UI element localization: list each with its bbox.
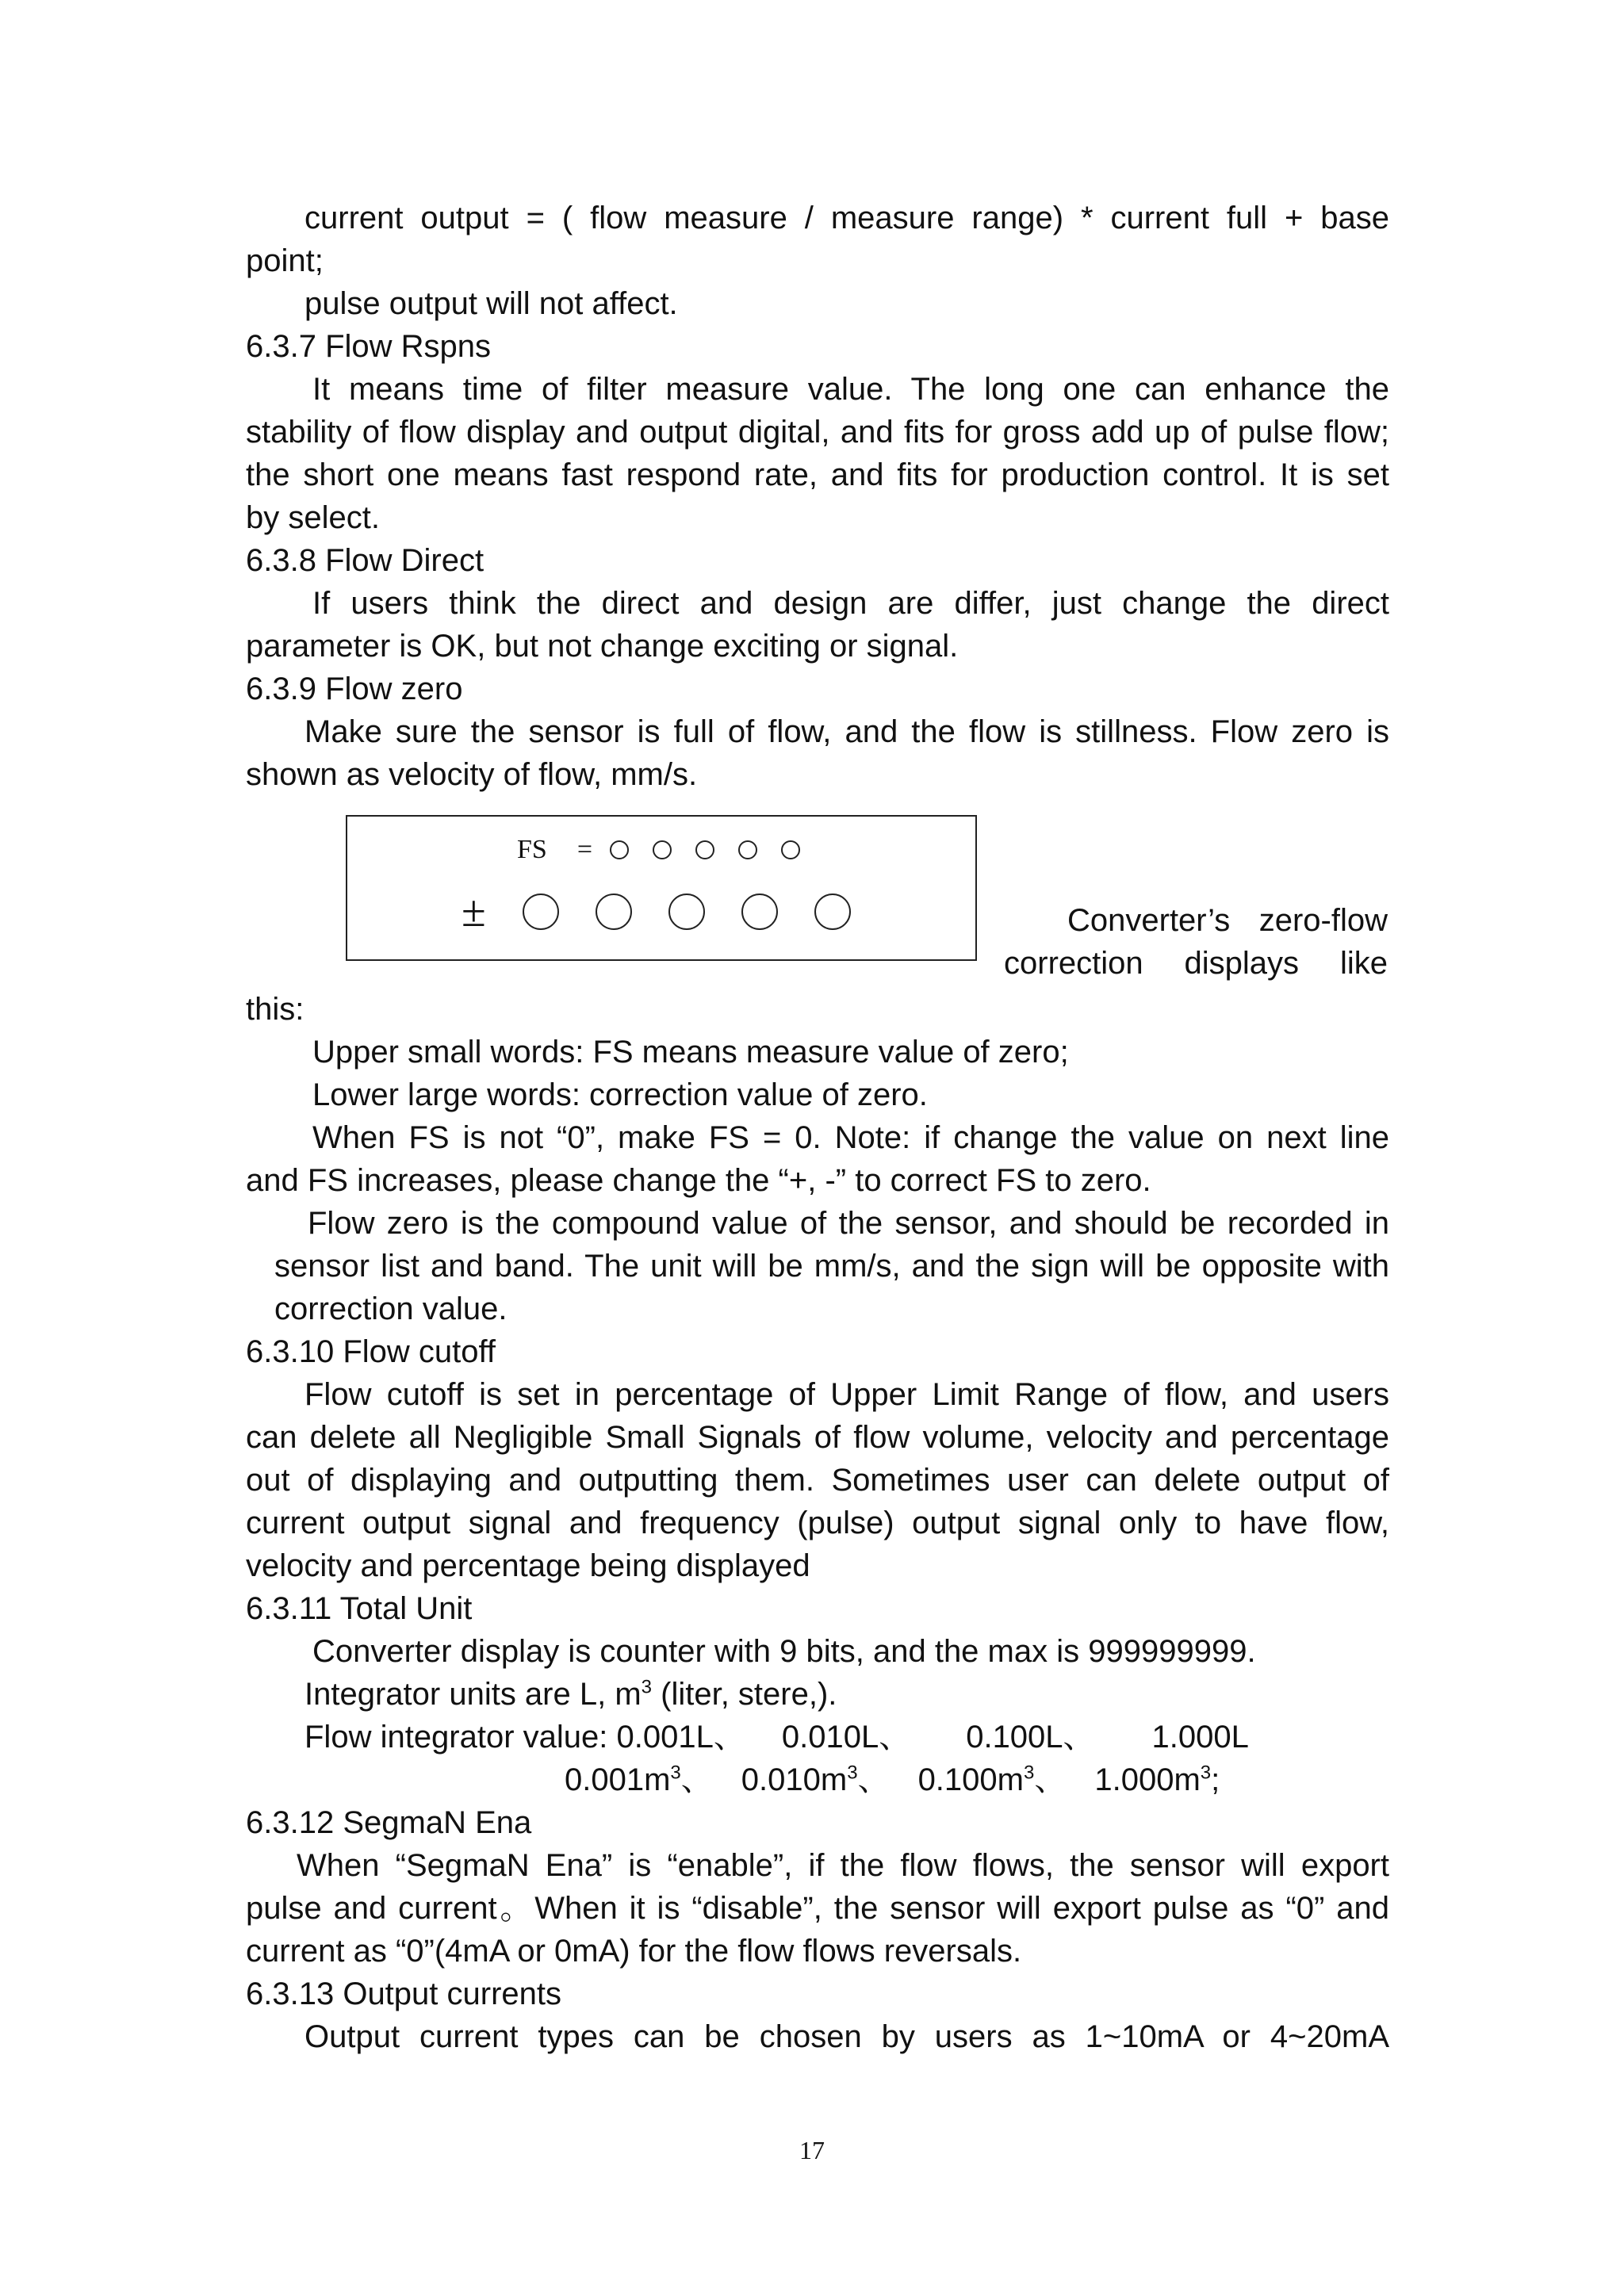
units-text: (liter, stere,). [652,1677,837,1712]
body-line: current output signal and frequency (pulse) output signal only to have flow, [246,1506,1389,1540]
large-digit-circle-icon [814,894,851,930]
plus-minus-sign: ± [462,887,486,936]
zero-flow-figure [246,815,1389,988]
page-number: 17 [799,2136,825,2164]
lcd-upper-line [517,834,824,866]
body-line: current as “0”(4mA or 0mA) for the flow flows reversals. [246,1934,1022,1969]
section-heading-6-3-10: 6.3.10 Flow cutoff [246,1334,496,1369]
section-heading-6-3-9: 6.3.9 Flow zero [246,672,463,706]
body-line: Output current types can be chosen by users as 1~10mA or 4~20mA [304,2019,1389,2054]
flow-value: 1.000L [1151,1720,1249,1755]
flow-value: 1.000m [1094,1762,1201,1797]
superscript: 3 [641,1676,653,1698]
section-heading-6-3-13: 6.3.13 Output currents [246,1976,562,2011]
superscript: 3 [1200,1762,1212,1784]
units-text: Integrator units are L, m [304,1677,642,1712]
body-line: Make sure the sensor is full of flow, and the flow is stillness. Flow zero is [304,714,1389,749]
small-digit-circle-icon [781,840,800,859]
flow-integrator-m3-line [246,1758,1389,1801]
caption-line: Converter’s zero-flow [1067,903,1388,938]
body-line: It means time of filter measure value. The long one can enhance the [312,372,1389,407]
flow-value: 0.100L、 [966,1720,1095,1755]
section-heading-6-3-7: 6.3.7 Flow Rspns [246,329,492,364]
separator: ; [1211,1762,1220,1797]
compound-value-block [246,1202,1389,1330]
separator: 、 [857,1762,890,1797]
separator: 、 [680,1762,713,1797]
body-line: velocity and percentage being displayed [246,1548,810,1583]
equals-sign: = [576,835,593,864]
pulse-note: pulse output will not affect. [304,286,678,321]
large-digit-circle-icon [668,894,705,930]
small-digit-circle-icon [610,840,629,859]
body-line: can delete all Negligible Small Signals of flow volume, velocity and percentage [246,1420,1389,1455]
body-line: Upper small words: FS means measure value of zero; [312,1035,1069,1070]
formula-line: current output = ( flow measure / measure range) * current full + base [304,201,1389,235]
body-line: If users think the direct and design are differ, just change the direct [312,586,1389,621]
document-page [246,197,1389,2058]
body-line: stability of flow display and output digital, and fits for gross add up of pulse flow; [246,415,1389,450]
section-heading-6-3-8: 6.3.8 Flow Direct [246,543,485,578]
superscript: 3 [1023,1762,1035,1784]
flow-value: 0.010L、 [781,1720,911,1755]
large-digit-circle-icon [596,894,632,930]
body-line: Flow cutoff is set in percentage of Upper Limit Range of flow, and users [304,1377,1389,1412]
fs-label: FS [517,835,547,864]
flow-value: 0.001m [565,1762,671,1797]
caption-line: this: [246,992,304,1027]
separator: 、 [1034,1762,1067,1797]
body-line: the short one means fast respond rate, and fits for production control. It is set [246,457,1389,492]
body-line: by select. [246,500,380,535]
body-line: sensor list and band. The unit will be mm/s, and the sign will be opposite with [274,1249,1389,1284]
small-digit-circle-icon [695,840,714,859]
body-line: parameter is OK, but not change exciting or signal. [246,629,959,664]
body-line: out of displaying and outputting them. Sometimes user can delete output of [246,1463,1389,1498]
flow-value: 0.010m [741,1762,848,1797]
large-digit-circle-icon [741,894,778,930]
figure-caption [1004,899,1388,985]
body-line: shown as velocity of flow, mm/s. [246,757,698,792]
body-line: When “SegmaN Ena” is “enable”, if the flow flows, the sensor will export [297,1848,1389,1883]
caption-line: correction displays like [1004,946,1388,981]
body-line: Converter display is counter with 9 bits, and the max is 999999999. [312,1634,1256,1669]
section-heading-6-3-11: 6.3.11 Total Unit [246,1591,473,1626]
body-line: Flow zero is the compound value of the sensor, and should be recorded in [308,1206,1389,1241]
body-line: correction value. [274,1292,508,1326]
body-line: Lower large words: correction value of zero. [312,1077,928,1112]
flow-value: Flow integrator value: 0.001L、 [304,1720,745,1755]
body-line: pulse and current。When it is “disable”, the sensor will export pulse as “0” and [246,1891,1389,1926]
section-heading-6-3-12: 6.3.12 SegmaN Ena [246,1805,532,1840]
flow-value: 0.100m [917,1762,1024,1797]
small-digit-circle-icon [738,840,757,859]
lcd-display-box [346,815,977,961]
lcd-lower-line [462,887,887,936]
body-line: and FS increases, please change the “+, -” to correct FS to zero. [246,1163,1151,1198]
small-digit-circle-icon [653,840,672,859]
superscript: 3 [847,1762,858,1784]
large-digit-circle-icon [523,894,559,930]
superscript: 3 [670,1762,681,1784]
formula-line-end: point; [246,243,324,278]
integrator-units-line [246,1673,1389,1716]
body-line: When FS is not “0”, make FS = 0. Note: if change the value on next line [312,1120,1389,1155]
flow-integrator-line [246,1716,1389,1758]
